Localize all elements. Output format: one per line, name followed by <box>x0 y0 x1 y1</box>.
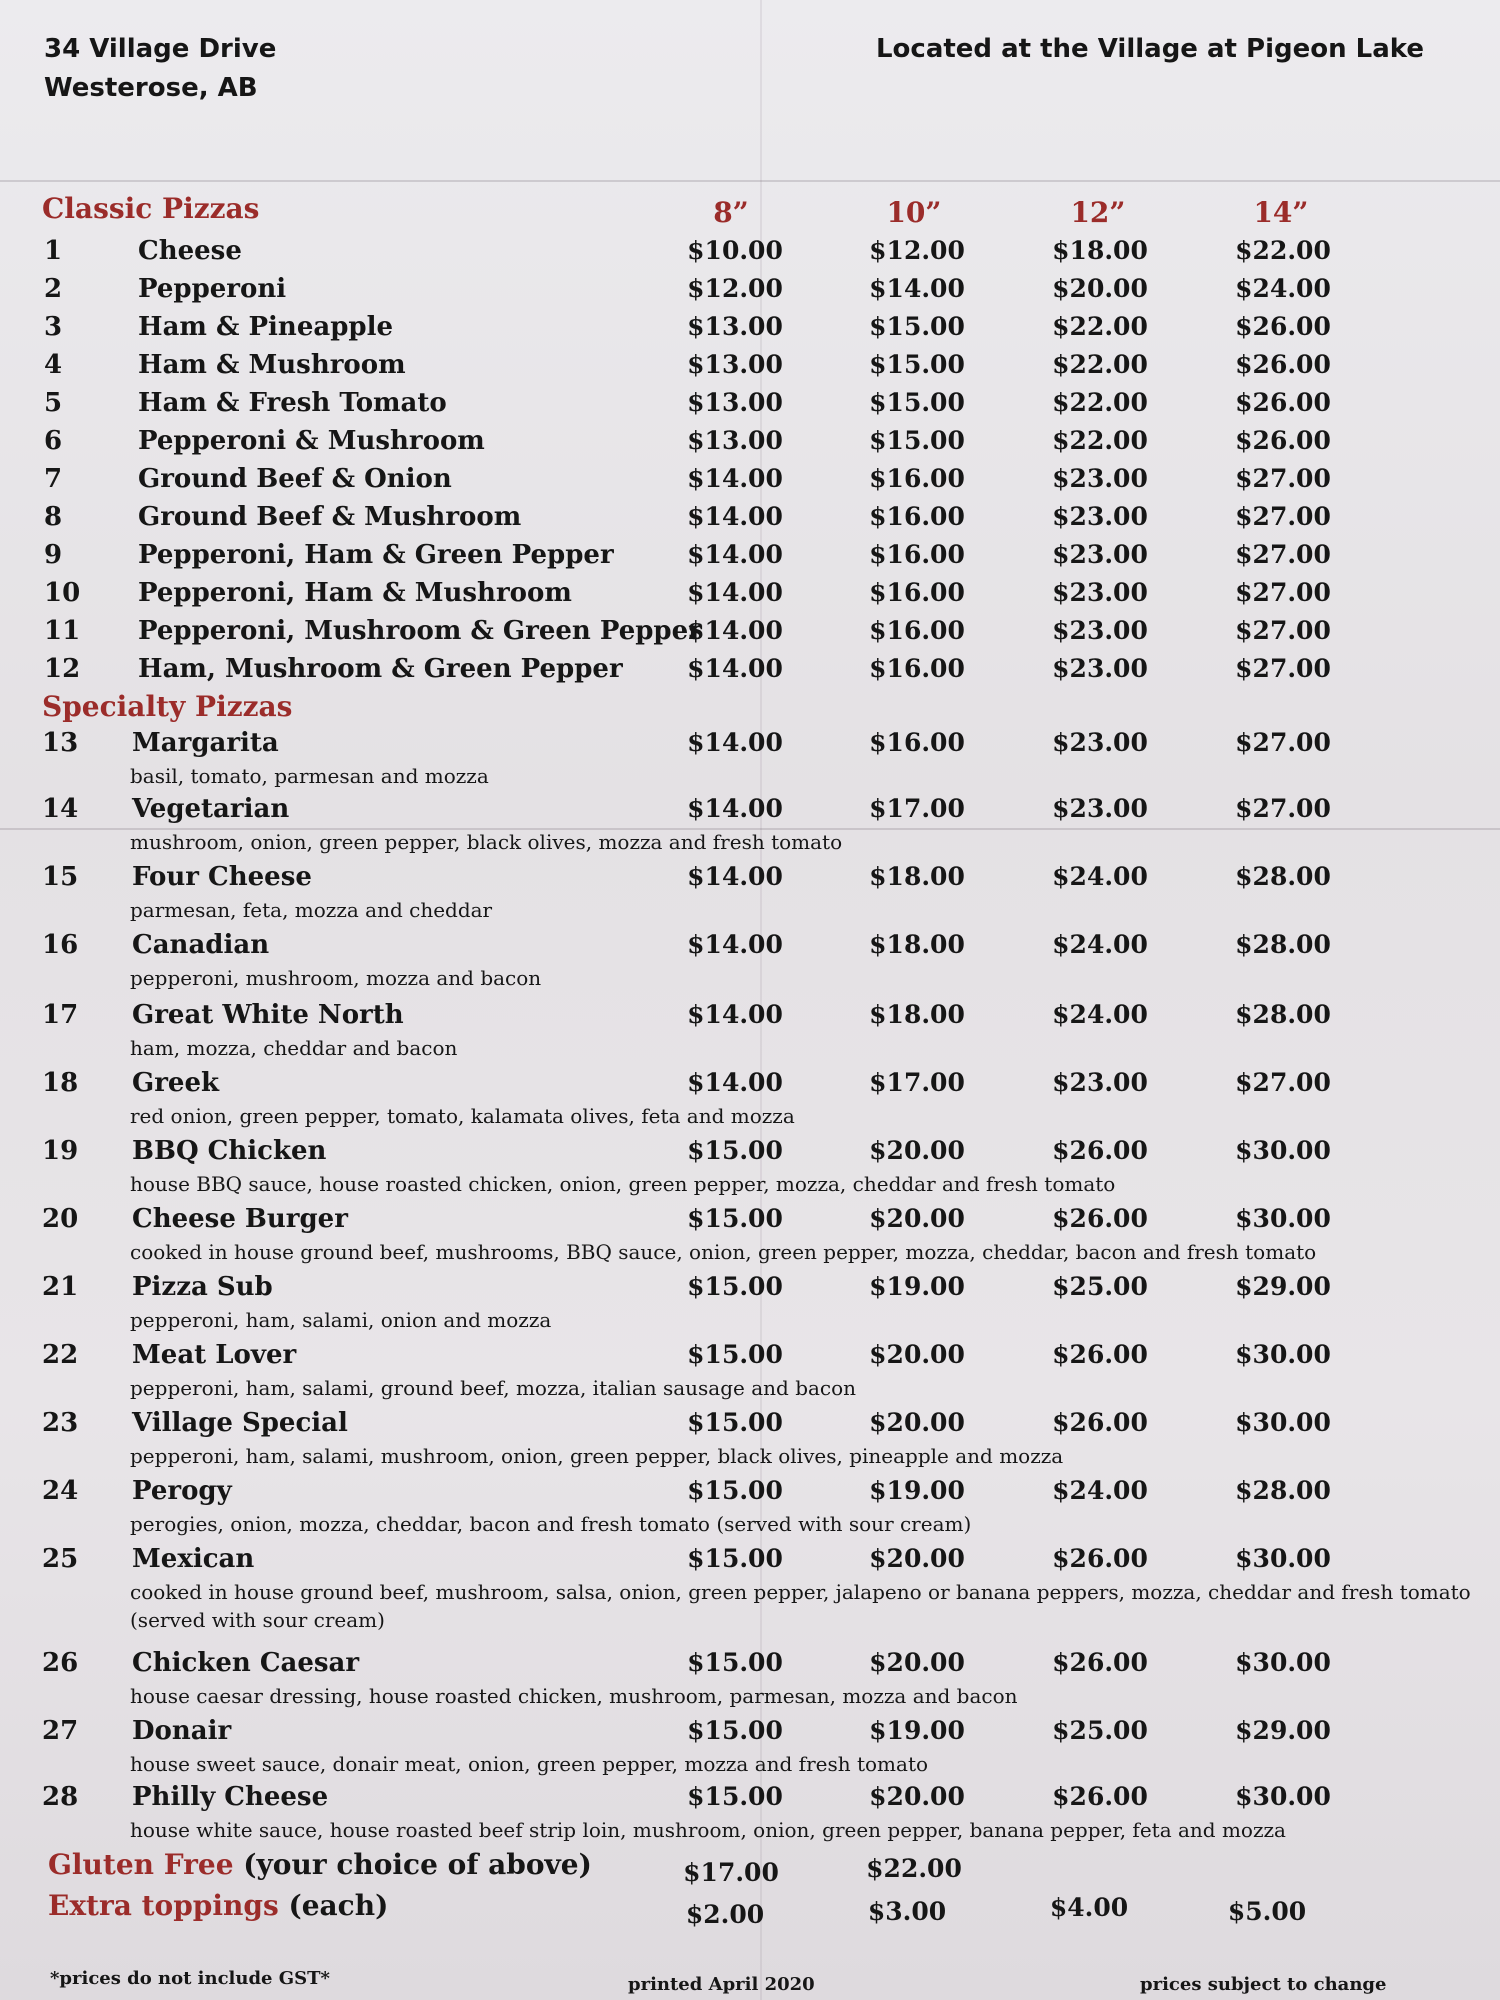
pizza-price: $16.00 <box>869 464 965 493</box>
pizza-name: Meat Lover <box>132 1340 297 1370</box>
size-header-12: 12” <box>1070 196 1126 229</box>
pizza-price: $15.00 <box>687 1716 783 1745</box>
pizza-price: $10.00 <box>687 236 783 265</box>
pizza-name: Donair <box>132 1716 232 1746</box>
pizza-price: $20.00 <box>869 1782 965 1811</box>
specialty-pizza-row <box>0 1204 1500 1264</box>
pizza-price: $23.00 <box>1052 1068 1148 1097</box>
pizza-price: $19.00 <box>869 1476 965 1505</box>
pizza-number: 5 <box>44 388 63 418</box>
specialty-pizza-row <box>0 862 1500 922</box>
pizza-name: Philly Cheese <box>132 1782 329 1812</box>
pizza-price: $20.00 <box>869 1204 965 1233</box>
pizza-price: $14.00 <box>687 654 783 683</box>
pizza-price: $15.00 <box>687 1476 783 1505</box>
pizza-name: Pepperoni <box>138 274 287 304</box>
pizza-price: $22.00 <box>1052 350 1148 379</box>
pizza-price: $20.00 <box>869 1408 965 1437</box>
pizza-name: Ham & Fresh Tomato <box>138 388 447 418</box>
pizza-name: Cheese Burger <box>132 1204 348 1234</box>
size-header-8: 8” <box>713 196 749 229</box>
pizza-price: $24.00 <box>1235 274 1331 303</box>
pizza-description: red onion, green pepper, tomato, kalamata olives, feta and mozza <box>130 1104 795 1128</box>
pizza-price: $26.00 <box>1052 1340 1148 1369</box>
pizza-price: $26.00 <box>1052 1544 1148 1573</box>
pizza-price: $27.00 <box>1235 728 1331 757</box>
pizza-price: $14.00 <box>687 616 783 645</box>
pizza-description: cooked in house ground beef, mushroom, salsa, onion, green pepper, jalapeno or banana peppers, mozza, cheddar and fresh tomato <box>130 1580 1471 1604</box>
pizza-price: $24.00 <box>1052 862 1148 891</box>
pizza-description: mushroom, onion, green pepper, black olives, mozza and fresh tomato <box>130 830 843 854</box>
pizza-price: $24.00 <box>1052 930 1148 959</box>
pizza-price: $20.00 <box>869 1544 965 1573</box>
classic-pizza-row <box>0 578 1500 616</box>
classic-pizza-row <box>0 274 1500 312</box>
pizza-price: $14.00 <box>687 1068 783 1097</box>
pizza-price: $14.00 <box>869 274 965 303</box>
pizza-price: $30.00 <box>1235 1136 1331 1165</box>
gst-note: *prices do not include GST* <box>50 1968 330 1989</box>
classic-pizza-row <box>0 426 1500 464</box>
pizza-price: $15.00 <box>687 1204 783 1233</box>
pizza-price: $23.00 <box>1052 728 1148 757</box>
pizza-price: $15.00 <box>687 1782 783 1811</box>
classic-pizza-row <box>0 312 1500 350</box>
pizza-description: perogies, onion, mozza, cheddar, bacon and fresh tomato (served with sour cream) <box>130 1512 972 1536</box>
pizza-description: basil, tomato, parmesan and mozza <box>130 764 489 788</box>
pizza-price: $14.00 <box>687 862 783 891</box>
pizza-price: $29.00 <box>1235 1716 1331 1745</box>
pizza-description: house BBQ sauce, house roasted chicken, onion, green pepper, mozza, cheddar and fresh tomato <box>130 1172 1116 1196</box>
size-header-10: 10” <box>886 196 942 229</box>
address-line-2: Westerose, AB <box>44 73 258 103</box>
specialty-pizza-row <box>0 1716 1500 1776</box>
specialty-pizza-row <box>0 1408 1500 1468</box>
pizza-name: Pepperoni & Mushroom <box>138 426 485 456</box>
pizza-price: $26.00 <box>1052 1782 1148 1811</box>
pizza-price: $23.00 <box>1052 654 1148 683</box>
pizza-description: ham, mozza, cheddar and bacon <box>130 1036 458 1060</box>
pizza-number: 22 <box>42 1340 79 1370</box>
pizza-price: $30.00 <box>1235 1544 1331 1573</box>
specialty-pizza-row <box>0 1068 1500 1128</box>
pizza-price: $23.00 <box>1052 578 1148 607</box>
specialty-pizzas-heading: Specialty Pizzas <box>42 690 293 723</box>
pizza-price: $30.00 <box>1235 1782 1331 1811</box>
pizza-number: 12 <box>44 654 81 684</box>
pizza-name: Four Cheese <box>132 862 312 892</box>
pizza-number: 13 <box>42 728 79 758</box>
pizza-price: $19.00 <box>869 1716 965 1745</box>
pizza-price: $15.00 <box>687 1408 783 1437</box>
pizza-number: 9 <box>44 540 63 570</box>
location-text: Located at the Village at Pigeon Lake <box>875 34 1424 64</box>
pizza-price: $26.00 <box>1052 1136 1148 1165</box>
pizza-price: $14.00 <box>687 578 783 607</box>
prices-change-note: prices subject to change <box>1140 1974 1387 1995</box>
printed-date: printed April 2020 <box>628 1974 815 1995</box>
pizza-price: $14.00 <box>687 540 783 569</box>
specialty-pizza-row <box>0 1544 1500 1632</box>
specialty-pizza-row <box>0 1272 1500 1332</box>
pizza-price: $20.00 <box>869 1648 965 1677</box>
pizza-price: $30.00 <box>1235 1340 1331 1369</box>
pizza-price: $22.00 <box>1052 312 1148 341</box>
pizza-price: $14.00 <box>687 930 783 959</box>
size-header-14: 14” <box>1253 196 1309 229</box>
pizza-number: 14 <box>42 794 79 824</box>
pizza-price: $13.00 <box>687 350 783 379</box>
gluten-free-note: (your choice of above) <box>243 1848 592 1881</box>
pizza-price: $20.00 <box>869 1136 965 1165</box>
classic-pizza-row <box>0 236 1500 274</box>
specialty-pizza-row <box>0 1000 1500 1060</box>
pizza-name: BBQ Chicken <box>132 1136 327 1166</box>
pizza-name: Pepperoni, Ham & Mushroom <box>138 578 572 608</box>
pizza-price: $26.00 <box>1235 388 1331 417</box>
pizza-price: $15.00 <box>687 1648 783 1677</box>
pizza-number: 4 <box>44 350 63 380</box>
pizza-price: $15.00 <box>687 1272 783 1301</box>
pizza-number: 16 <box>42 930 79 960</box>
pizza-price: $27.00 <box>1235 654 1331 683</box>
pizza-price: $26.00 <box>1052 1648 1148 1677</box>
pizza-number: 26 <box>42 1648 79 1678</box>
address <box>44 30 276 108</box>
pizza-number: 24 <box>42 1476 79 1506</box>
pizza-number: 19 <box>42 1136 79 1166</box>
pizza-name: Village Special <box>132 1408 348 1438</box>
gluten-free-price-10: $22.00 <box>866 1854 962 1883</box>
extra-toppings-label <box>48 1889 388 1922</box>
pizza-number: 8 <box>44 502 63 532</box>
pizza-price: $20.00 <box>1052 274 1148 303</box>
pizza-price: $18.00 <box>869 1000 965 1029</box>
pizza-price: $14.00 <box>687 502 783 531</box>
pizza-number: 25 <box>42 1544 79 1574</box>
pizza-price: $27.00 <box>1235 794 1331 823</box>
gluten-free-label <box>48 1848 592 1881</box>
pizza-description: pepperoni, mushroom, mozza and bacon <box>130 966 542 990</box>
pizza-name: Ham & Mushroom <box>138 350 406 380</box>
pizza-description: pepperoni, ham, salami, ground beef, mozza, italian sausage and bacon <box>130 1376 857 1400</box>
pizza-price: $15.00 <box>687 1340 783 1369</box>
pizza-price: $17.00 <box>869 1068 965 1097</box>
pizza-price: $13.00 <box>687 388 783 417</box>
pizza-price: $15.00 <box>869 426 965 455</box>
pizza-price: $30.00 <box>1235 1648 1331 1677</box>
pizza-description: house sweet sauce, donair meat, onion, green pepper, mozza and fresh tomato <box>130 1752 929 1776</box>
pizza-name: Cheese <box>138 236 242 266</box>
pizza-number: 10 <box>44 578 81 608</box>
pizza-name: Greek <box>132 1068 220 1098</box>
pizza-description: pepperoni, ham, salami, mushroom, onion, green pepper, black olives, pineapple and mozza <box>130 1444 1064 1468</box>
specialty-pizza-row <box>0 794 1500 854</box>
pizza-number: 28 <box>42 1782 79 1812</box>
pizza-price: $28.00 <box>1235 1000 1331 1029</box>
classic-pizza-row <box>0 540 1500 578</box>
pizza-price: $18.00 <box>869 930 965 959</box>
address-line-1: 34 Village Drive <box>44 34 277 64</box>
classic-pizza-row <box>0 616 1500 654</box>
pizza-description: house caesar dressing, house roasted chicken, mushroom, parmesan, mozza and bacon <box>130 1684 1018 1708</box>
pizza-price: $26.00 <box>1235 350 1331 379</box>
pizza-name: Chicken Caesar <box>132 1648 360 1678</box>
pizza-number: 7 <box>44 464 63 494</box>
pizza-name: Ham, Mushroom & Green Pepper <box>138 654 623 684</box>
extra-toppings-price-10: $3.00 <box>867 1897 947 1926</box>
pizza-number: 1 <box>44 236 63 266</box>
pizza-price: $22.00 <box>1052 426 1148 455</box>
pizza-number: 6 <box>44 426 63 456</box>
pizza-price: $16.00 <box>869 578 965 607</box>
pizza-price: $23.00 <box>1052 464 1148 493</box>
pizza-price: $26.00 <box>1052 1204 1148 1233</box>
pizza-price: $16.00 <box>869 654 965 683</box>
pizza-price: $15.00 <box>869 312 965 341</box>
pizza-name: Ground Beef & Mushroom <box>138 502 522 532</box>
specialty-pizza-row <box>0 1782 1500 1842</box>
pizza-price: $27.00 <box>1235 540 1331 569</box>
pizza-price: $18.00 <box>869 862 965 891</box>
pizza-price: $13.00 <box>687 426 783 455</box>
pizza-number: 18 <box>42 1068 79 1098</box>
specialty-pizza-row <box>0 1476 1500 1536</box>
pizza-price: $16.00 <box>869 502 965 531</box>
specialty-pizza-row <box>0 930 1500 990</box>
pizza-description: cooked in house ground beef, mushrooms, BBQ sauce, onion, green pepper, mozza, cheddar, bacon and fresh tomato <box>130 1240 1317 1264</box>
pizza-price: $27.00 <box>1235 578 1331 607</box>
pizza-price: $17.00 <box>869 794 965 823</box>
pizza-price: $30.00 <box>1235 1204 1331 1233</box>
pizza-price: $19.00 <box>869 1272 965 1301</box>
pizza-name: Margarita <box>132 728 279 758</box>
classic-pizza-row <box>0 350 1500 388</box>
pizza-price: $30.00 <box>1235 1408 1331 1437</box>
pizza-price: $12.00 <box>869 236 965 265</box>
pizza-number: 21 <box>42 1272 79 1302</box>
pizza-price: $22.00 <box>1052 388 1148 417</box>
pizza-number: 23 <box>42 1408 79 1438</box>
pizza-number: 2 <box>44 274 63 304</box>
pizza-name: Pizza Sub <box>132 1272 273 1302</box>
pizza-price: $15.00 <box>869 388 965 417</box>
pizza-price: $18.00 <box>1052 236 1148 265</box>
pizza-number: 11 <box>44 616 81 646</box>
specialty-pizza-row <box>0 1648 1500 1708</box>
pizza-name: Great White North <box>132 1000 404 1030</box>
classic-pizza-row <box>0 502 1500 540</box>
extra-toppings-price-12: $4.00 <box>1049 1893 1129 1922</box>
classic-pizza-row <box>0 654 1500 692</box>
pizza-price: $28.00 <box>1235 862 1331 891</box>
pizza-price: $27.00 <box>1235 1068 1331 1097</box>
pizza-description-2: (served with sour cream) <box>130 1608 385 1632</box>
pizza-number: 3 <box>44 312 63 342</box>
pizza-description: parmesan, feta, mozza and cheddar <box>130 898 493 922</box>
pizza-price: $14.00 <box>687 728 783 757</box>
pizza-price: $12.00 <box>687 274 783 303</box>
pizza-name: Mexican <box>132 1544 255 1574</box>
gluten-free-title: Gluten Free <box>48 1848 234 1881</box>
pizza-price: $27.00 <box>1235 464 1331 493</box>
pizza-price: $24.00 <box>1052 1000 1148 1029</box>
pizza-name: Perogy <box>132 1476 232 1506</box>
pizza-price: $24.00 <box>1052 1476 1148 1505</box>
pizza-price: $14.00 <box>687 794 783 823</box>
pizza-price: $22.00 <box>1235 236 1331 265</box>
pizza-price: $23.00 <box>1052 616 1148 645</box>
pizza-name: Pepperoni, Ham & Green Pepper <box>138 540 614 570</box>
extra-toppings-note: (each) <box>288 1889 389 1922</box>
specialty-pizza-row <box>0 728 1500 788</box>
fold-crease <box>0 180 1500 182</box>
pizza-price: $28.00 <box>1235 930 1331 959</box>
extra-toppings-title: Extra toppings <box>48 1889 279 1922</box>
pizza-price: $16.00 <box>869 616 965 645</box>
classic-pizza-row <box>0 388 1500 426</box>
extra-toppings-price-14: $5.00 <box>1227 1897 1307 1926</box>
extra-toppings-price-8: $2.00 <box>685 1900 765 1929</box>
pizza-price: $27.00 <box>1235 502 1331 531</box>
pizza-description: pepperoni, ham, salami, onion and mozza <box>130 1308 552 1332</box>
pizza-price: $23.00 <box>1052 540 1148 569</box>
pizza-description: house white sauce, house roasted beef strip loin, mushroom, onion, green pepper, banana pepper, feta and mozza <box>130 1818 1286 1842</box>
pizza-price: $26.00 <box>1235 426 1331 455</box>
specialty-pizza-row <box>0 1136 1500 1196</box>
specialty-pizza-row <box>0 1340 1500 1400</box>
pizza-price: $15.00 <box>687 1136 783 1165</box>
pizza-price: $26.00 <box>1052 1408 1148 1437</box>
pizza-price: $15.00 <box>869 350 965 379</box>
gluten-free-price-8: $17.00 <box>683 1858 779 1887</box>
pizza-price: $15.00 <box>687 1544 783 1573</box>
pizza-number: 20 <box>42 1204 79 1234</box>
pizza-price: $23.00 <box>1052 502 1148 531</box>
pizza-price: $20.00 <box>869 1340 965 1369</box>
pizza-price: $16.00 <box>869 728 965 757</box>
pizza-price: $16.00 <box>869 540 965 569</box>
pizza-price: $14.00 <box>687 1000 783 1029</box>
pizza-price: $26.00 <box>1235 312 1331 341</box>
pizza-name: Vegetarian <box>132 794 290 824</box>
pizza-name: Ground Beef & Onion <box>138 464 452 494</box>
pizza-price: $27.00 <box>1235 616 1331 645</box>
pizza-name: Pepperoni, Mushroom & Green Pepper <box>138 616 702 646</box>
pizza-price: $25.00 <box>1052 1272 1148 1301</box>
pizza-number: 27 <box>42 1716 79 1746</box>
pizza-price: $14.00 <box>687 464 783 493</box>
pizza-price: $23.00 <box>1052 794 1148 823</box>
pizza-name: Canadian <box>132 930 270 960</box>
pizza-price: $28.00 <box>1235 1476 1331 1505</box>
classic-pizza-row <box>0 464 1500 502</box>
pizza-name: Ham & Pineapple <box>138 312 393 342</box>
pizza-price: $25.00 <box>1052 1716 1148 1745</box>
classic-pizzas-heading: Classic Pizzas <box>42 192 260 225</box>
pizza-price: $13.00 <box>687 312 783 341</box>
pizza-number: 17 <box>42 1000 79 1030</box>
pizza-number: 15 <box>42 862 79 892</box>
pizza-price: $29.00 <box>1235 1272 1331 1301</box>
